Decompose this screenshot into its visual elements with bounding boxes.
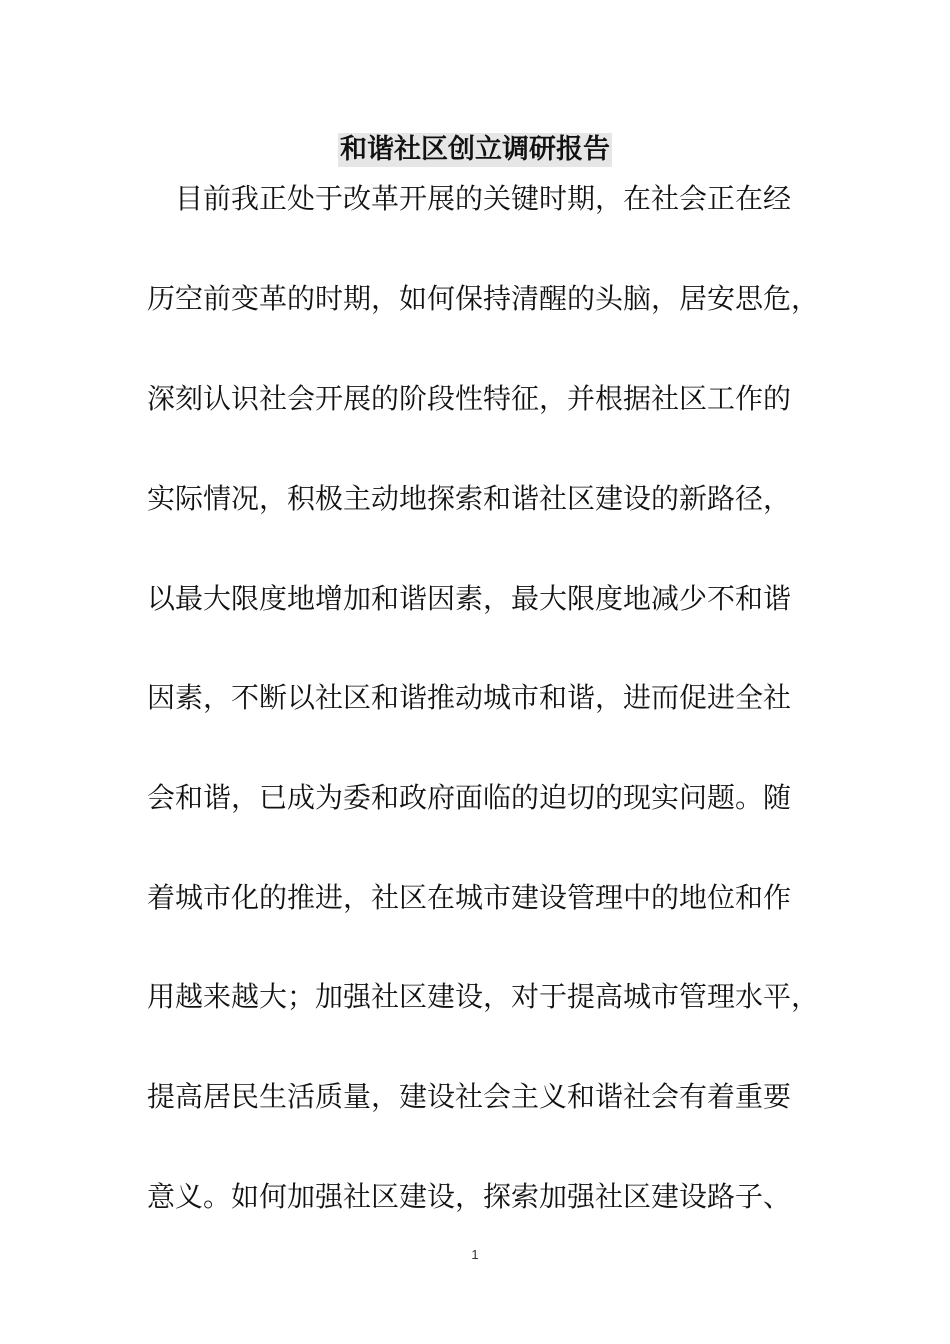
- paragraph-line: 意义。如何加强社区建设，探索加强社区建设路子、: [147, 1180, 792, 1213]
- paragraph-line: 着城市化的推进，社区在城市建设管理中的地位和作: [147, 881, 792, 914]
- page-number: 1: [471, 1247, 479, 1262]
- paragraph-line: 提高居民生活质量，建设社会主义和谐社会有着重要: [147, 1080, 792, 1113]
- paragraph-line: 以最大限度地增加和谐因素，最大限度地减少不和谐: [147, 582, 792, 615]
- paragraph-line: 历空前变革的时期，如何保持清醒的头脑，居安思危，: [147, 282, 820, 315]
- paragraph-line: 会和谐，已成为委和政府面临的迫切的现实问题。随: [147, 781, 792, 814]
- paragraph-line: 因素，不断以社区和谐推动城市和谐，进而促进全社: [147, 681, 792, 714]
- paragraph-line: 用越来越大；加强社区建设，对于提高城市管理水平，: [147, 980, 820, 1013]
- paragraph-line: 深刻认识社会开展的阶段性特征，并根据社区工作的: [147, 382, 792, 415]
- title-container: [0, 133, 950, 167]
- paragraph-line: 实际情况，积极主动地探索和谐社区建设的新路径，: [147, 482, 792, 515]
- document-title: 和谐社区创立调研报告: [340, 134, 610, 165]
- paragraph-line: 目前我正处于改革开展的关键时期，在社会正在经: [175, 182, 792, 215]
